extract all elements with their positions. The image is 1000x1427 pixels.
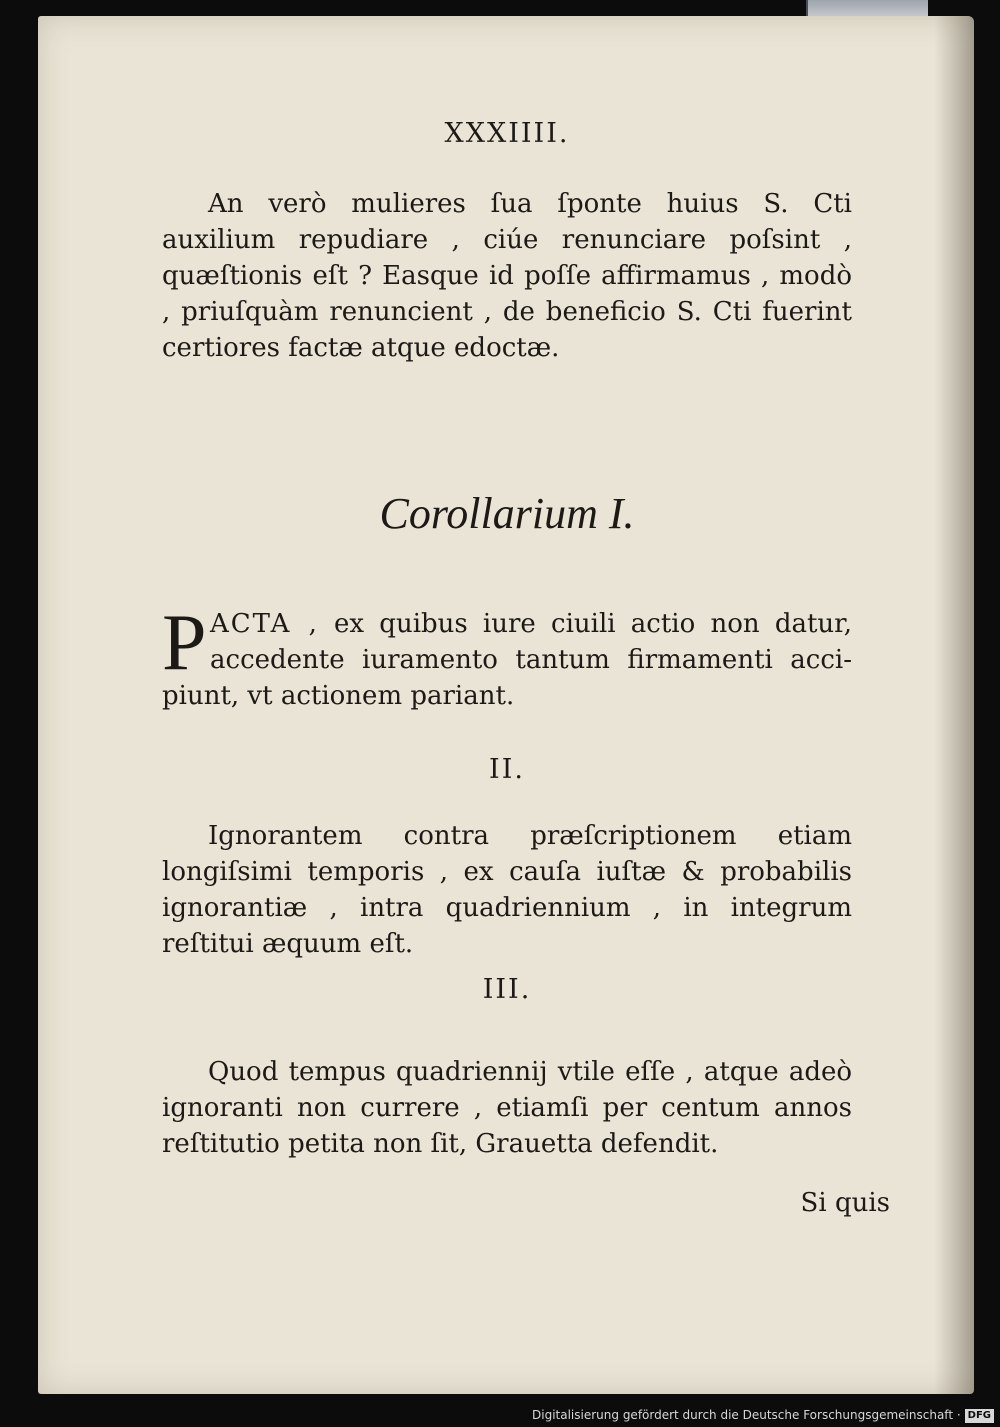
corollary-1-line-3: piunt, vt actionem pariant.	[162, 681, 515, 711]
corollary-1-caps: ACTA ,	[210, 609, 319, 639]
dropcap-letter: P	[162, 599, 207, 687]
section-3-heading: III.	[482, 974, 532, 1005]
corollary-heading: Corollarium I.	[379, 489, 635, 538]
dfg-logo: DFG	[965, 1409, 994, 1423]
section-2-heading: II.	[489, 754, 525, 785]
footer-bar	[0, 1403, 1000, 1427]
spine-shadow	[934, 16, 974, 1394]
paragraph-2: Ignorantem contra præſcriptionem etiam longiſsimi temporis , ex cauſa iuſtæ & probabilis ignorantiæ , intra quadriennium , in integrum reſtitui æquum eſt.	[162, 821, 852, 959]
corollary-1	[162, 599, 852, 714]
corollary-1-line-1-rest: ex quibus iure ciuili actio non datur,	[334, 609, 852, 639]
corollary-1-line-2: accedente iuramento tantum firmamenti acci-	[210, 645, 852, 675]
section-heading: XXXIIII.	[444, 118, 570, 149]
paragraph-3: Quod tempus quadriennij vtile eſſe , atque adeò ignoranti non currere , etiamſi per centum annos reſtitutio petita non ſit, Grauetta defendit.	[162, 1057, 852, 1159]
footer-credit: Digitalisierung gefördert durch die Deutsche Forschungsgemeinschaft ·	[532, 1408, 961, 1422]
catchword: Si quis	[800, 1188, 890, 1218]
corollary-1-block	[162, 599, 852, 714]
paragraph-1: An verò mulieres ſua ſponte huius S. Cti auxilium repudiare , ciúe renunciare poſsint , quæſtionis eſt ? Easque id poſſe affirmamus , modò , priuſquàm renuncient , de beneficio S. Cti fuerint certiores factæ atque edoctæ.	[162, 189, 852, 363]
corollary-1-line-1	[210, 606, 852, 642]
